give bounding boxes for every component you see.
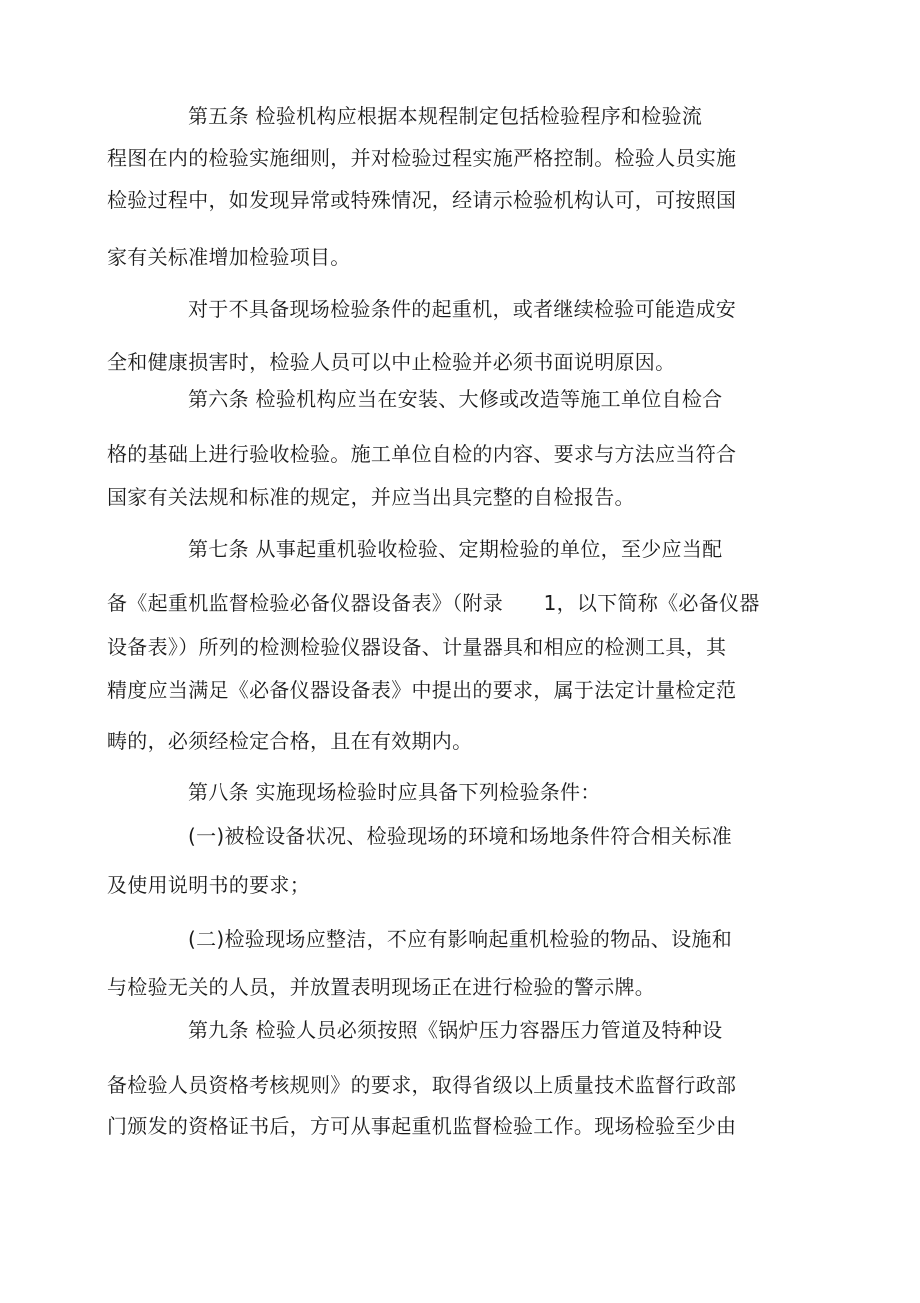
text-line: 第八条 实施现场检验时应具备下列检验条件：	[188, 780, 601, 804]
text-line: 及使用说明书的要求；	[107, 873, 310, 897]
text-line: 第九条 检验人员必须按照《锅炉压力容器压力管道及特种设	[188, 1018, 723, 1042]
text-line: 格的基础上进行验收检验。施工单位自检的内容、要求与方法应当符合	[107, 442, 737, 466]
text-line: 门颁发的资格证书后，方可从事起重机监督检验工作。现场检验至少由	[107, 1114, 737, 1138]
text-line: 畴的，必须经检定合格，且在有效期内。	[107, 729, 473, 753]
text-line: 全和健康损害时，检验人员可以中止检验并必须书面说明原因。	[107, 350, 676, 374]
text-line: 检验过程中，如发现异常或特殊情况，经请示检验机构认可，可按照国	[107, 188, 737, 212]
text-line: 备《起重机监督检验必备仪器设备表》（附录 1，以下简称《必备仪器	[107, 591, 760, 615]
text-line: (一)被检设备状况、检验现场的环境和场地条件符合相关标准	[188, 824, 733, 848]
text-line: 第七条 从事起重机验收检验、定期检验的单位，至少应当配	[188, 537, 723, 561]
text-line: 国家有关法规和标准的规定，并应当出具完整的自检报告。	[107, 485, 635, 509]
text-line: 程图在内的检验实施细则，并对检验过程实施严格控制。检验人员实施	[107, 146, 737, 170]
text-line: 对于不具备现场检验条件的起重机，或者继续检验可能造成安	[188, 297, 737, 321]
text-line: 与检验无关的人员，并放置表明现场正在进行检验的警示牌。	[107, 975, 656, 999]
text-line: 精度应当满足《必备仪器设备表》中提出的要求，属于法定计量检定范	[107, 678, 737, 702]
text-line: 第六条 检验机构应当在安装、大修或改造等施工单位自检合	[188, 387, 723, 411]
text-line: 设备表》）所列的检测检验仪器设备、计量器具和相应的检测工具，其	[107, 635, 727, 659]
text-line: (二)检验现场应整洁，不应有影响起重机检验的物品、设施和	[188, 927, 733, 951]
text-line: 备检验人员资格考核规则》的要求，取得省级以上质量技术监督行政部	[107, 1073, 737, 1097]
text-line: 第五条 检验机构应根据本规程制定包括检验程序和检验流	[188, 104, 703, 128]
text-line: 家有关标准增加检验项目。	[107, 245, 351, 269]
